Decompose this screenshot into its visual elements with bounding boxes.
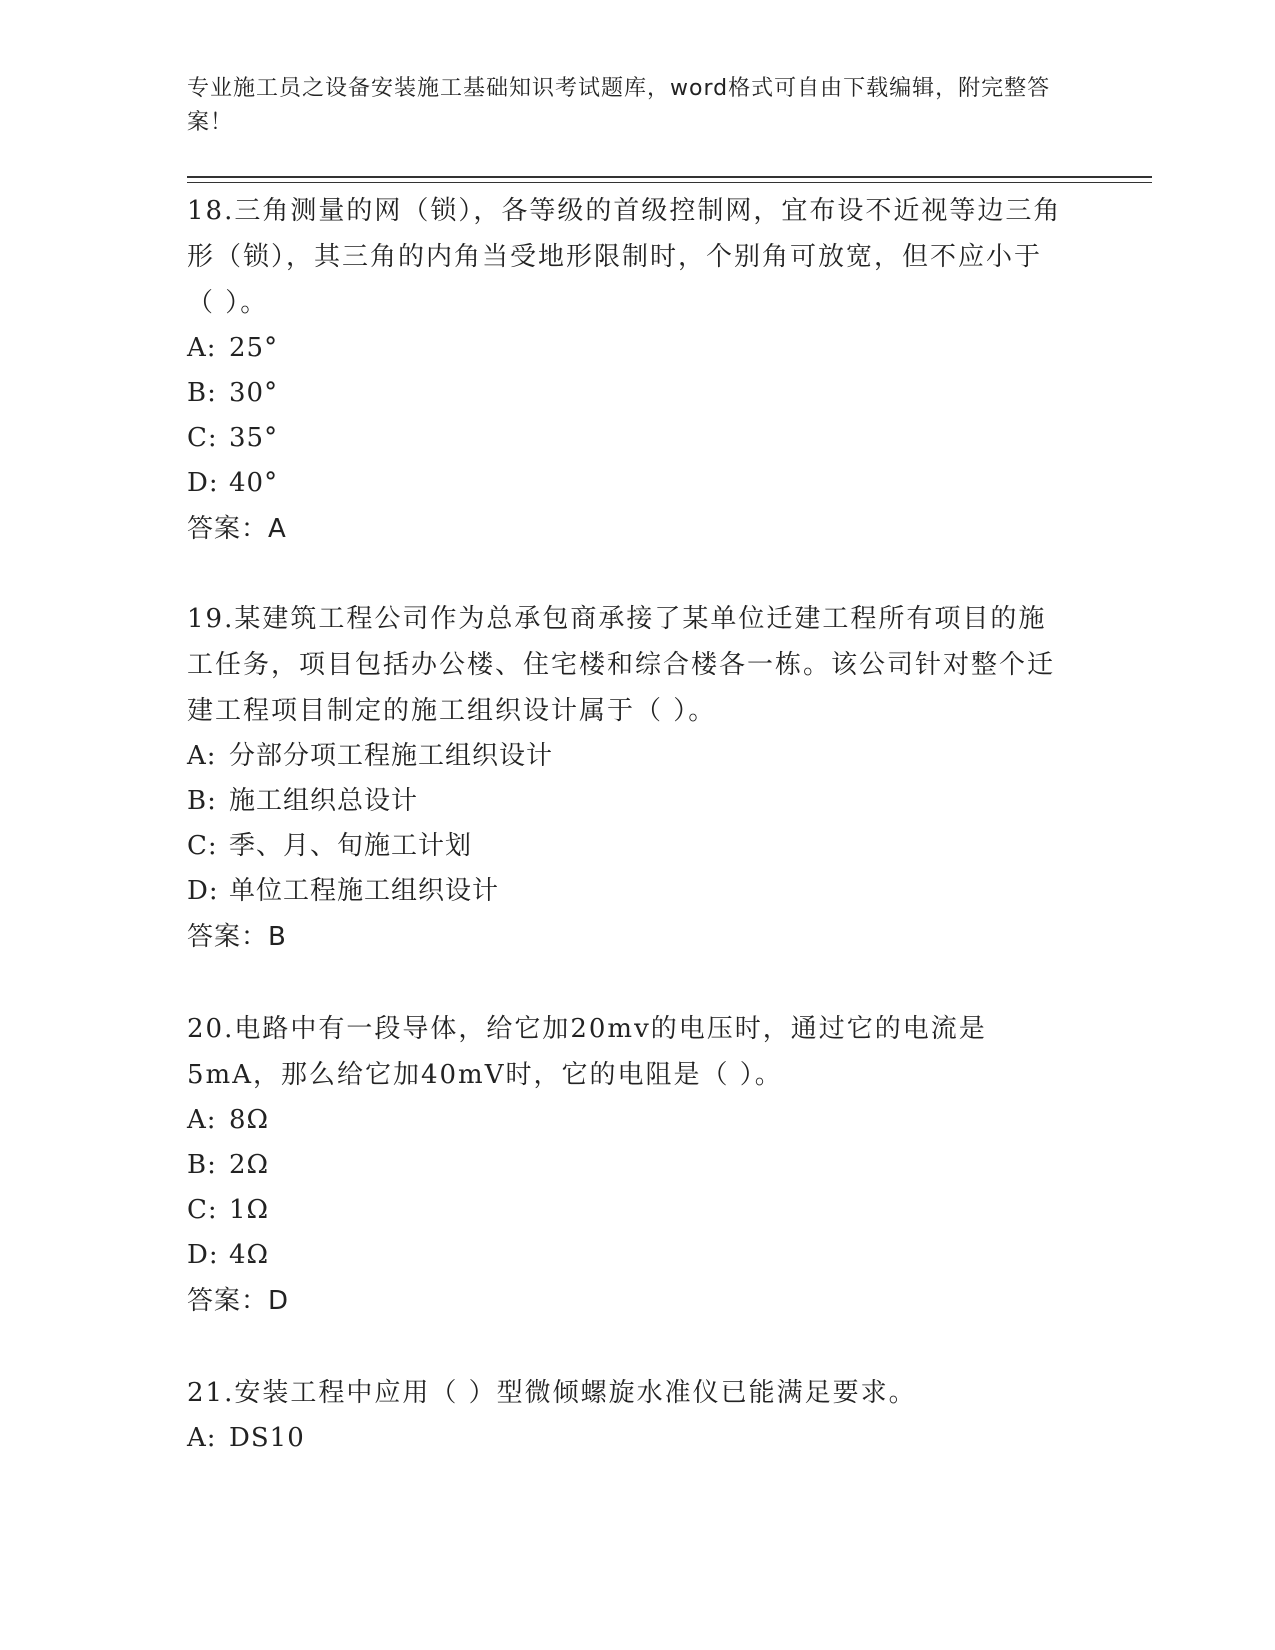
question-stem: 21.安装工程中应用（ ）型微倾螺旋水准仪已能满足要求。 bbox=[187, 1378, 917, 1408]
option-text: 施工组织总设计 bbox=[229, 786, 419, 816]
option-a bbox=[187, 1098, 1067, 1143]
option-text: 2Ω bbox=[229, 1150, 270, 1180]
option-a bbox=[187, 1416, 1067, 1461]
option-text: DS10 bbox=[229, 1423, 305, 1453]
option-text: 40° bbox=[229, 468, 279, 498]
option-key: A: bbox=[187, 741, 217, 771]
answer-line: 答案：A bbox=[187, 514, 287, 544]
option-key: B: bbox=[187, 786, 217, 816]
option-a bbox=[187, 734, 1067, 779]
question-stem: 20.电路中有一段导体，给它加20mv的电压时，通过它的电流是5mA，那么给它加40mV时，它的电阻是（ ）。 bbox=[187, 1014, 987, 1090]
option-key: D: bbox=[187, 468, 219, 498]
option-text: 单位工程施工组织设计 bbox=[229, 876, 500, 906]
question-21 bbox=[187, 1370, 1067, 1461]
option-text: 季、月、旬施工计划 bbox=[229, 831, 473, 861]
header-rule-thin bbox=[187, 182, 1152, 183]
option-key: C: bbox=[187, 1195, 218, 1225]
question-19 bbox=[187, 596, 1067, 960]
option-key: C: bbox=[187, 423, 218, 453]
option-d bbox=[187, 1233, 1067, 1278]
question-stem: 18.三角测量的网（锁），各等级的首级控制网，宜布设不近视等边三角形（锁），其三角的内角当受地形限制时，个别角可放宽，但不应小于（ ）。 bbox=[187, 196, 1062, 318]
option-d bbox=[187, 461, 1067, 506]
option-key: D: bbox=[187, 876, 219, 906]
option-text: 30° bbox=[229, 378, 279, 408]
document-header: 专业施工员之设备安装施工基础知识考试题库，word格式可自由下载编辑，附完整答案！ bbox=[187, 76, 1051, 135]
option-b bbox=[187, 779, 1067, 824]
option-key: C: bbox=[187, 831, 218, 861]
question-18 bbox=[187, 188, 1067, 552]
option-key: A: bbox=[187, 333, 217, 363]
option-c bbox=[187, 1188, 1067, 1233]
option-b bbox=[187, 1143, 1067, 1188]
option-a bbox=[187, 326, 1067, 371]
option-text: 分部分项工程施工组织设计 bbox=[229, 741, 554, 771]
option-text: 1Ω bbox=[229, 1195, 270, 1225]
option-c bbox=[187, 416, 1067, 461]
option-text: 8Ω bbox=[229, 1105, 270, 1135]
answer-line: 答案：D bbox=[187, 1286, 290, 1316]
option-text: 4Ω bbox=[229, 1240, 270, 1270]
option-b bbox=[187, 371, 1067, 416]
option-d bbox=[187, 869, 1067, 914]
option-text: 25° bbox=[229, 333, 279, 363]
option-c bbox=[187, 824, 1067, 869]
question-stem: 19.某建筑工程公司作为总承包商承接了某单位迁建工程所有项目的施工任务，项目包括办公楼、住宅楼和综合楼各一栋。该公司针对整个迁建工程项目制定的施工组织设计属于（ ）。 bbox=[187, 604, 1056, 726]
option-key: A: bbox=[187, 1423, 217, 1453]
option-key: A: bbox=[187, 1105, 217, 1135]
header-rule-thick bbox=[187, 176, 1152, 178]
option-key: D: bbox=[187, 1240, 219, 1270]
option-text: 35° bbox=[229, 423, 279, 453]
option-key: B: bbox=[187, 378, 217, 408]
answer-line: 答案：B bbox=[187, 922, 287, 952]
question-20 bbox=[187, 1006, 1067, 1324]
option-key: B: bbox=[187, 1150, 217, 1180]
